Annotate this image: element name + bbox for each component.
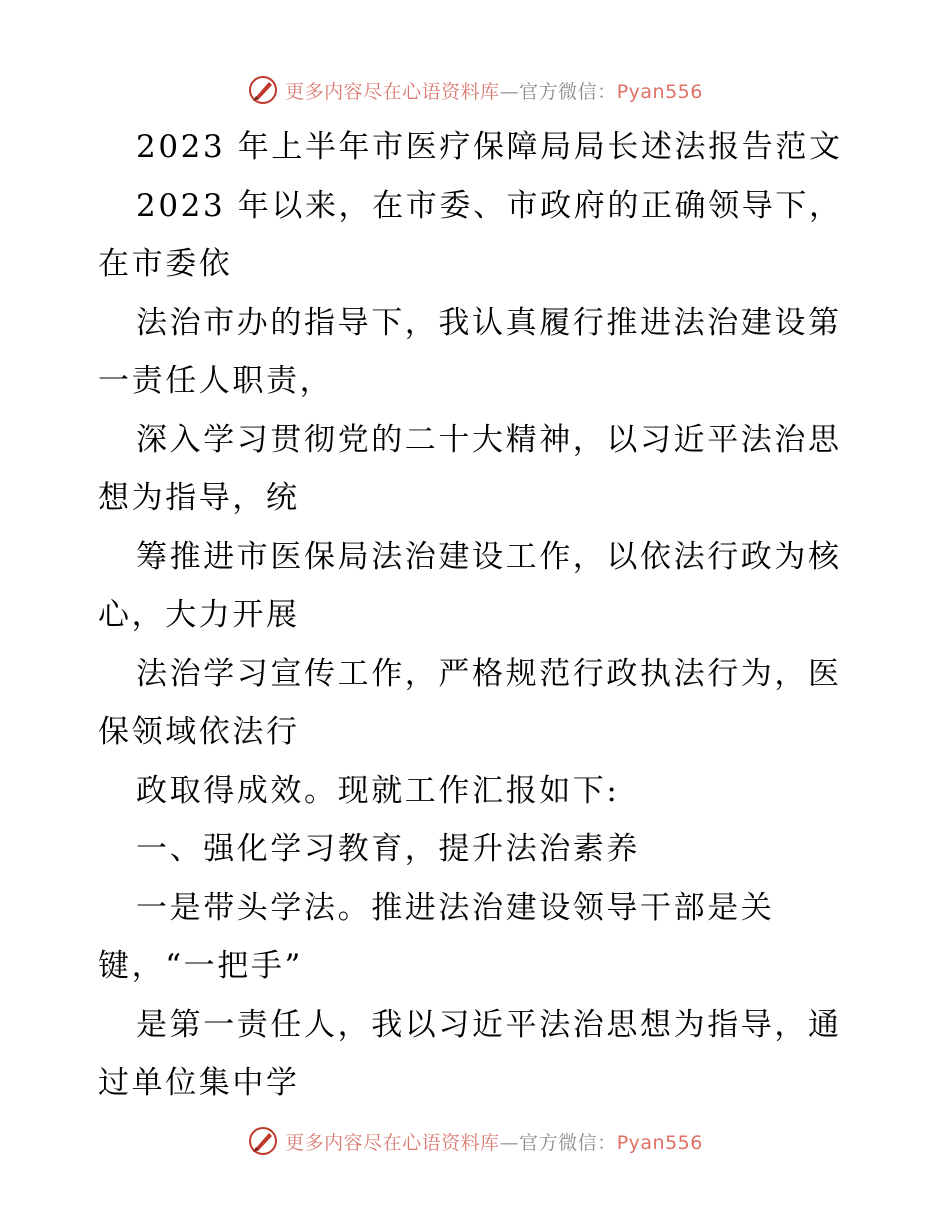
paragraph-line: 在市委依 bbox=[98, 246, 233, 282]
watermark-wechat-label: 官方微信： bbox=[519, 80, 617, 103]
paragraph-line: 保领域依法行 bbox=[98, 714, 300, 750]
paragraph-line: 一是带头学法。推进法治建设领导干部是关 bbox=[136, 889, 775, 926]
paragraph-line: 深入学习贯彻党的二十大精神，以习近平法治思 bbox=[136, 421, 842, 458]
paragraph-line: 想为指导，统 bbox=[98, 480, 300, 516]
quill-pen-logo-icon bbox=[247, 1125, 279, 1157]
paragraph-line: 2023 年以来，在市委、市政府的正确领导下， bbox=[136, 187, 843, 224]
paragraph-line: 政取得成效。现就工作汇报如下: bbox=[136, 772, 620, 809]
watermark-banner-top bbox=[0, 70, 950, 110]
watermark-separator: — bbox=[499, 1131, 520, 1154]
watermark-wechat-id: Pyan556 bbox=[616, 1131, 703, 1154]
paragraph-line: 筹推进市医保局法治建设工作，以依法行政为核 bbox=[136, 538, 842, 575]
watermark-wechat-label: 官方微信： bbox=[519, 1131, 617, 1154]
quill-pen-logo-icon bbox=[247, 74, 279, 106]
watermark-text bbox=[285, 1128, 703, 1155]
paragraph-line: 心，大力开展 bbox=[98, 597, 300, 633]
document-title: 2023 年上半年市医疗保障局局长述法报告范文 bbox=[136, 129, 843, 165]
watermark-wechat-id: Pyan556 bbox=[616, 80, 703, 103]
paragraph-line: 法治学习宣传工作，严格规范行政执法行为，医 bbox=[136, 655, 842, 692]
section-heading: 一、强化学习教育，提升法治素养 bbox=[136, 831, 640, 867]
paragraph-line: 键，“一把手” bbox=[98, 948, 303, 984]
watermark-main-text: 更多内容尽在心语资料库 bbox=[285, 1131, 500, 1154]
document-body bbox=[98, 118, 858, 1113]
watermark-separator: — bbox=[499, 80, 520, 103]
paragraph-line: 法治市办的指导下，我认真履行推进法治建设第 bbox=[136, 304, 842, 341]
watermark-banner-bottom bbox=[0, 1121, 950, 1161]
paragraph-line: 是第一责任人，我以习近平法治思想为指导，通 bbox=[136, 1006, 842, 1043]
watermark-main-text: 更多内容尽在心语资料库 bbox=[285, 80, 500, 103]
paragraph-line: 一责任人职责， bbox=[98, 363, 334, 399]
paragraph-line: 过单位集中学 bbox=[98, 1065, 300, 1101]
watermark-text bbox=[285, 77, 703, 104]
